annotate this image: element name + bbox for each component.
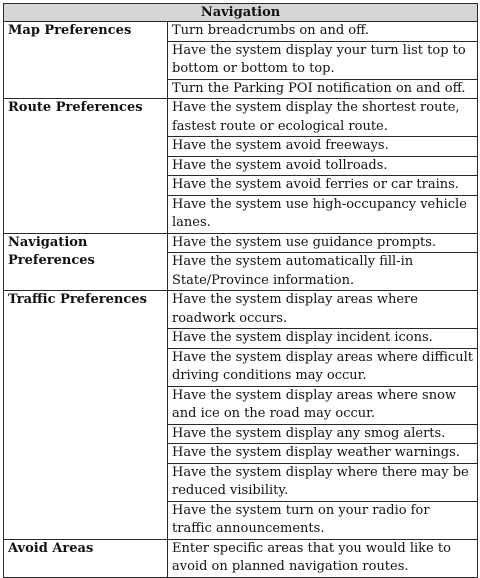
- description-cell: Turn the Parking POI notification on and off.: [168, 79, 478, 99]
- description-cell: Have the system display areas where snow and ice on the road may occur.: [168, 386, 478, 424]
- description-cell: Turn breadcrumbs on and off.: [168, 22, 478, 42]
- table-title: Navigation: [4, 4, 478, 22]
- category-cell: Navigation Preferences: [4, 233, 168, 291]
- description-cell: Have the system display your turn list top to bottom or bottom to top.: [168, 41, 478, 79]
- description-cell: Have the system display the shortest route, fastest route or ecological route.: [168, 99, 478, 137]
- description-cell: Have the system avoid tollroads.: [168, 156, 478, 176]
- description-cell: Have the system display weather warnings.: [168, 444, 478, 464]
- description-cell: Have the system turn on your radio for traffic announcements.: [168, 501, 478, 539]
- description-cell: Have the system display any smog alerts.: [168, 424, 478, 444]
- description-cell: Have the system display areas where difficult driving conditions may occur.: [168, 348, 478, 386]
- table-header-row: [4, 4, 478, 22]
- description-cell: Have the system display areas where roadwork occurs.: [168, 291, 478, 329]
- description-cell: Enter specific areas that you would like to avoid on planned navigation routes.: [168, 539, 478, 577]
- description-cell: Have the system display incident icons.: [168, 329, 478, 349]
- category-cell: Traffic Preferences: [4, 291, 168, 540]
- description-cell: Have the system use guidance prompts.: [168, 233, 478, 253]
- description-cell: Have the system automatically fill-in State/Province information.: [168, 253, 478, 291]
- navigation-table: [3, 3, 478, 578]
- category-cell: Map Preferences: [4, 22, 168, 99]
- description-cell: Have the system use high-occupancy vehicle lanes.: [168, 195, 478, 233]
- table-body: [4, 22, 478, 578]
- category-cell: Route Preferences: [4, 99, 168, 234]
- table-row: [4, 233, 478, 253]
- table-row: [4, 22, 478, 42]
- table-row: [4, 99, 478, 137]
- table-row: [4, 539, 478, 577]
- description-cell: Have the system display where there may be reduced visibility.: [168, 463, 478, 501]
- description-cell: Have the system avoid freeways.: [168, 137, 478, 157]
- table-row: [4, 291, 478, 329]
- description-cell: Have the system avoid ferries or car trains.: [168, 176, 478, 196]
- category-cell: Avoid Areas: [4, 539, 168, 577]
